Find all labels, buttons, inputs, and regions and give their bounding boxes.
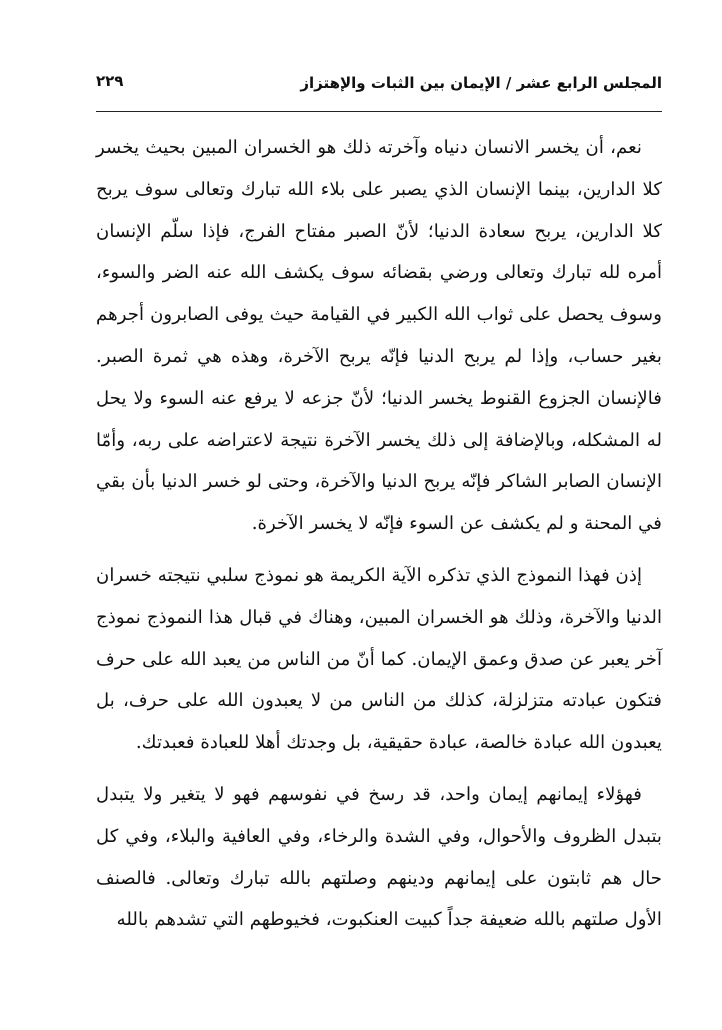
paragraph-3: فهؤلاء إيمانهم إيمان واحد، قد رسخ في نفوسهم فهو لا يتغير ولا يتبدل بتبدل الظروف والأحوال، وفي الشدة والرخاء، وفي العافية والبلاء، وفي كل حال هم ثابتون على إيمانهم ودينهم وصلتهم بالله تبارك وتعالى. فالصنف الأول صلتهم بالله ضعيفة جداً كبيت العنكبوت، فخيوطهم التي تشدهم بالله (96, 783, 662, 931)
running-header (96, 70, 662, 106)
body-text (96, 127, 662, 941)
paragraph-2: إذن فهذا النموذج الذي تذكره الآية الكريمة هو نموذج سلبي نتيجته خسران الدنيا والآخرة، وذلك هو الخسران المبين، وهناك في قبال هذا النموذج نموذج آخر يعبر عن صدق وعمق الإيمان. كما أنّ من الناس من يعبد الله على حرف فتكون عبادته متزلزلة، كذلك من الناس من لا يعبدون الله على حرف، بل يعبدون الله عبادة خالصة، عبادة حقيقية، بل وجدتك أهلا للعبادة فعبدتك. (96, 564, 662, 754)
header-divider (96, 111, 662, 112)
chapter-title: المجلس الرابع عشر / الإيمان بين الثبات والإهتزاز (300, 74, 662, 92)
paragraph-1: نعم، أن يخسر الانسان دنياه وآخرته ذلك هو الخسران المبين بحيث يخسر كلا الدارين، بينما الإنسان الذي يصبر على بلاء الله تبارك وتعالى سوف يربح كلا الدارين، يربح سعادة الدنيا؛ لأنّ الصبر مفتاح الفرج، فإذا سلّم الإنسان أمره لله تبارك وتعالى ورضي بقضائه سوف يكشف الله عنه الضر والسوء، وسوف يحصل على ثواب الله الكبير في القيامة حيث يوفى الصابرون أجرهم بغير حساب، وإذا لم يربح الدنيا فإنّه يربح الآخرة، وهذه هي ثمرة الصبر. فالإنسان الجزوع القنوط يخسر الدنيا؛ لأنّ جزعه لا يرفع عنه السوء ولا يحل له المشكله، وبالإضافة إلى ذلك يخسر الآخرة نتيجة لاعتراضه على ربه، وأمّا الإنسان الصابر الشاكر فإنّه يربح الدنيا والآخرة، وحتى لو خسر الدنيا بأن بقي في المحنة و لم يكشف عن السوء فإنّه لا يخسر الآخرة. (96, 137, 662, 535)
page-number: ٢٢٩ (96, 72, 124, 90)
